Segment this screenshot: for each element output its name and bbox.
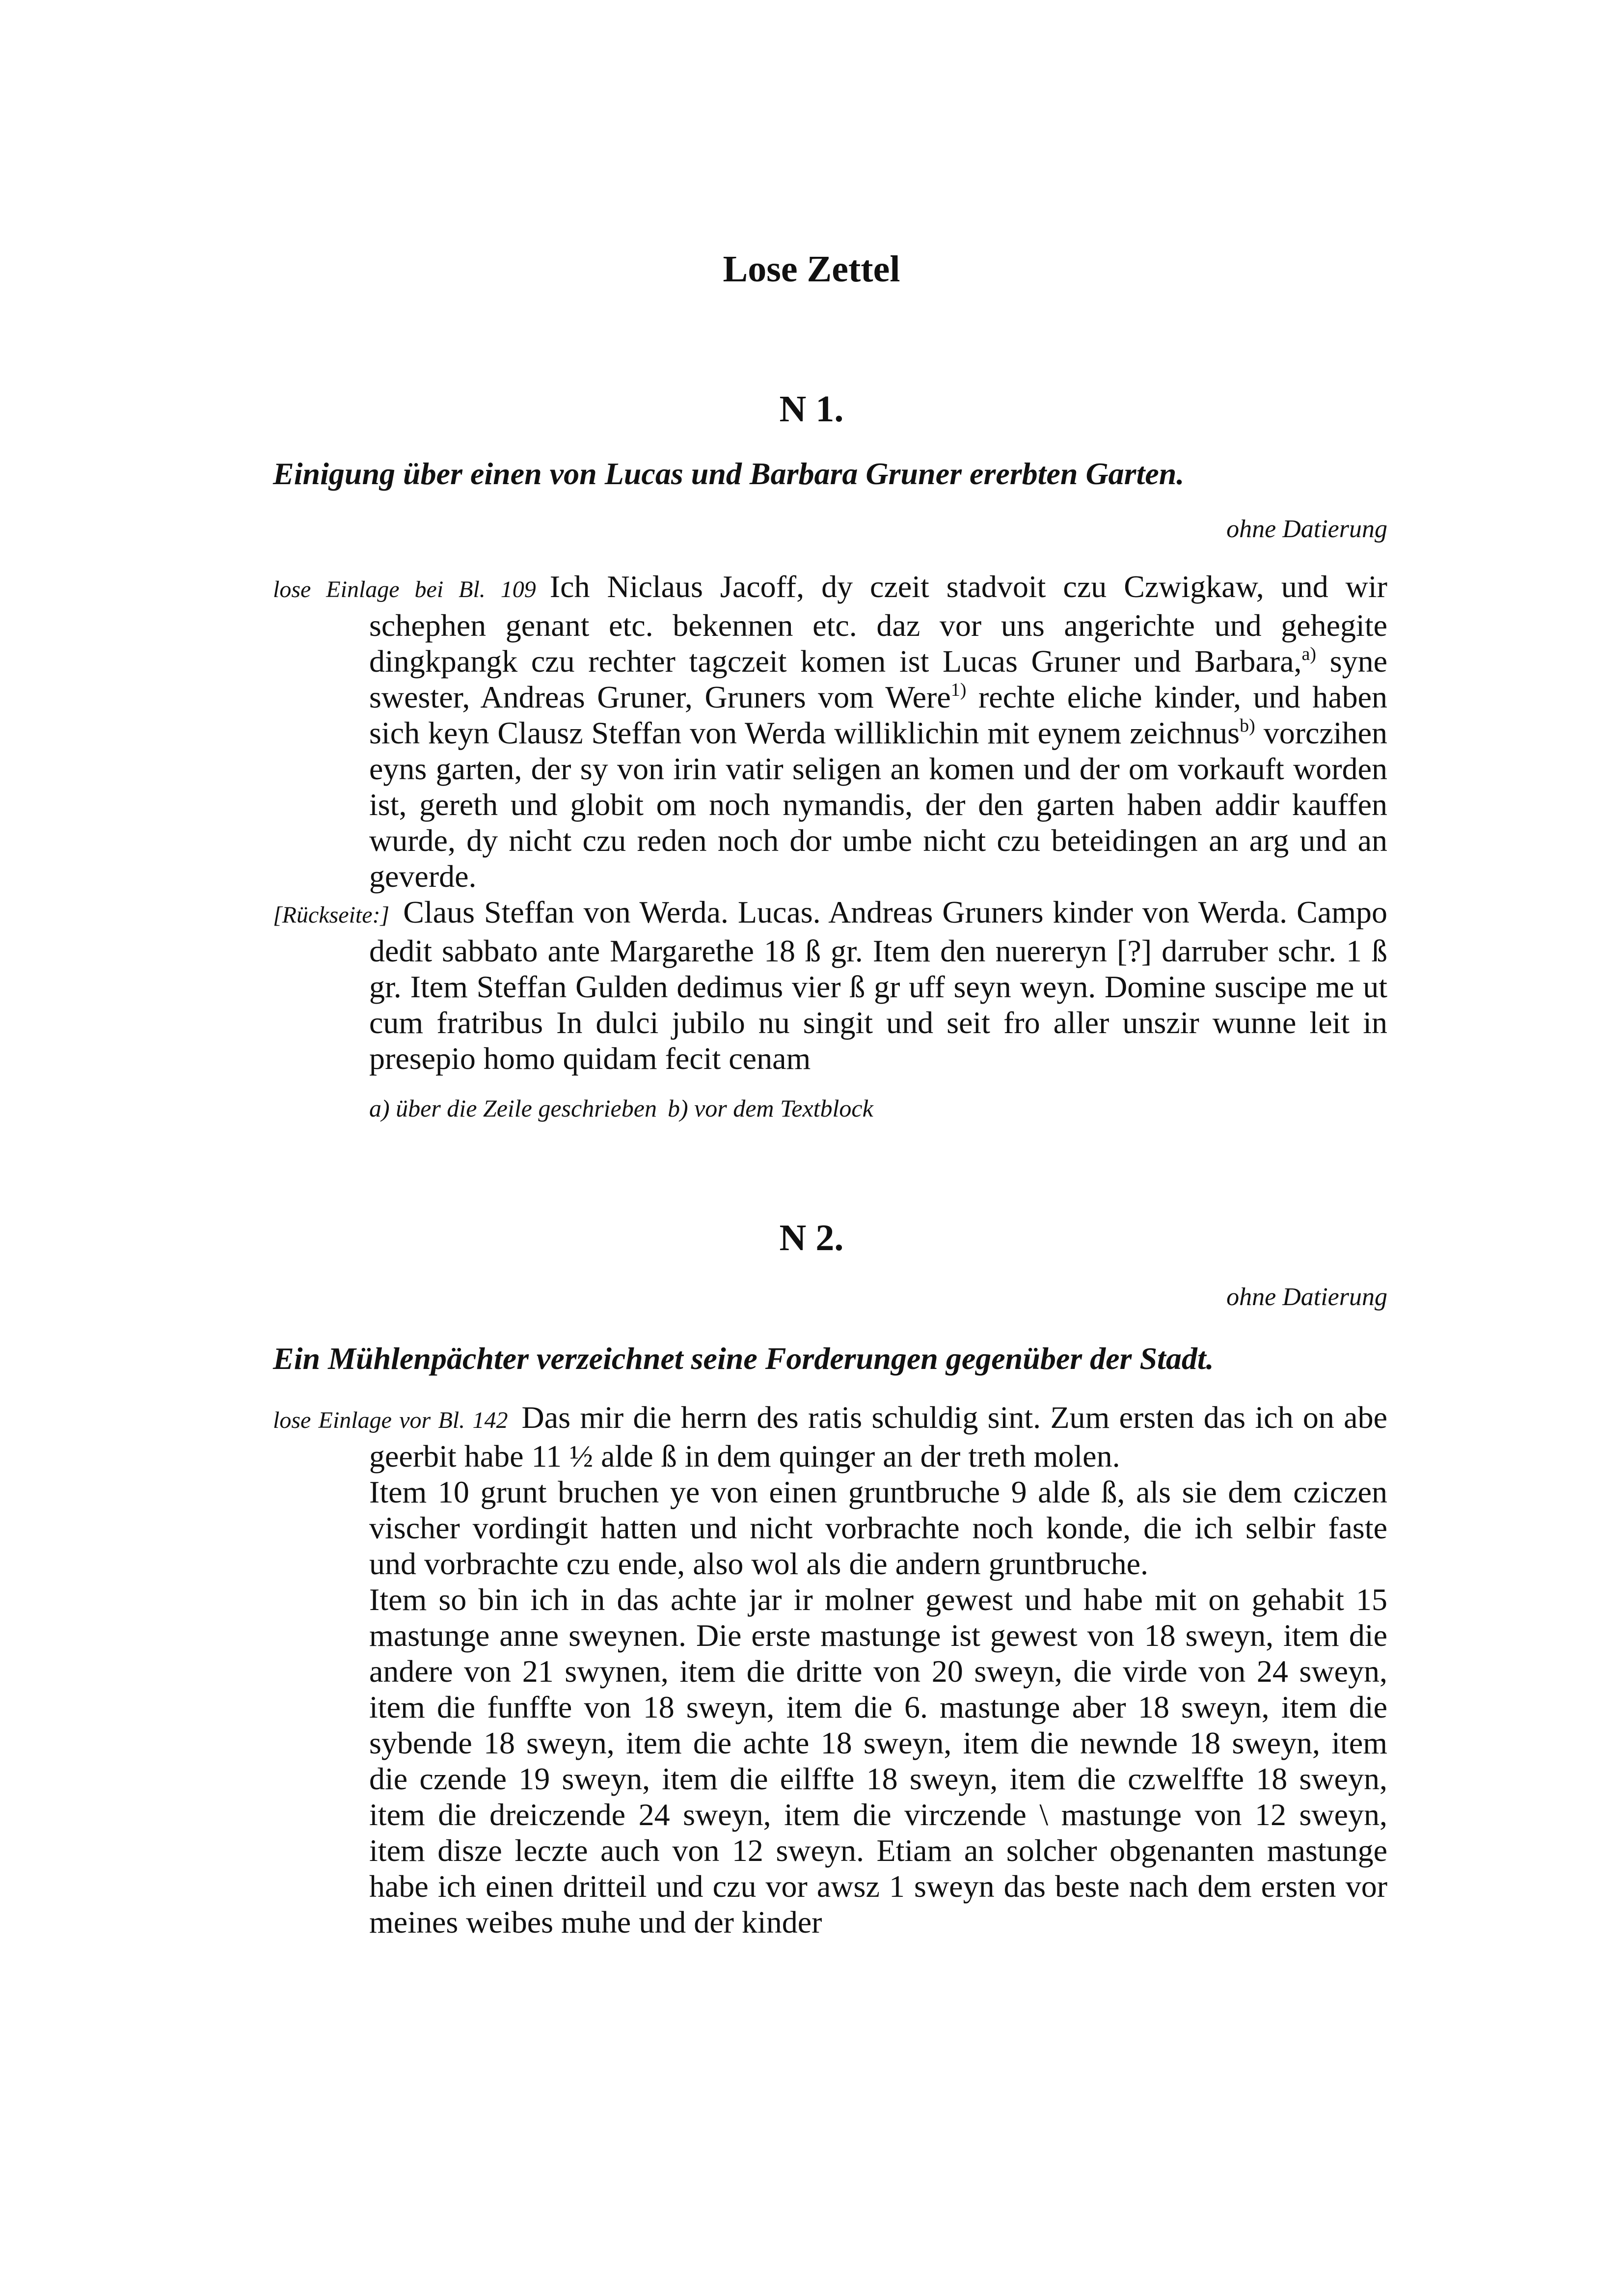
margin-note: lose Einlage bei Bl. 109 [273,576,536,602]
page-title: Lose Zettel [723,248,900,290]
margin-note: lose Einlage vor Bl. 142 [273,1407,508,1433]
footnote-marker: b) [1240,715,1255,736]
text-segment: vorczihen eyns garten, der sy von irin vatir seligen an komen und der om vorkauft worden ist, gereth und globit om noch nymandis, der den garten haben addir kauffen wurde, dy nicht czu reden noch dor umbe nicht czu beteidingen an arg und an geverde. [369,715,1388,894]
text-segment: rechte eliche kinder, und haben sich keyn Clausz Steffan von Werda williklichin mit eynem zeichnus [369,680,1388,750]
document-dating: ohne Datierung [1226,1283,1387,1311]
text-segment: Claus Steffan von Werda. Lucas. Andreas Gruners kinder von Werda. Campo dedit sabbato ante Margarethe 18 ß gr. Item den nuereryn [?] darruber schr. 1 ß gr. Item Steffan Gulden dedimus vier ß gr uff seyn weyn. Domine suscipe me ut cum fratribus In dulci jubilo nu singit und seit fro aller unszir wunne leit in presepio homo quidam fecit cenam [369,895,1387,1076]
document-number: N 2. [779,1217,844,1258]
text-segment: syne swester, Andreas Gruner, Gruners vom Were [369,644,1388,714]
document-summary: Ein Mühlenpächter verzeichnet seine Forderungen gegenüber der Stadt. [273,1341,1214,1376]
text-paragraph [273,1399,1387,1474]
text-paragraph [273,569,1387,894]
apparatus-note: b) vor dem Textblock [667,1094,873,1122]
footnote-marker: 1) [950,680,967,700]
text-paragraph [273,1474,1387,1582]
critical-apparatus [369,1094,873,1122]
document-number: N 1. [779,388,844,430]
document-text [273,569,1387,1076]
document-summary: Einigung über einen von Lucas und Barbara Gruner ererbten Garten. [273,456,1185,491]
text-segment: Item so bin ich in das achte jar ir molner gewest und habe mit on gehabit 15 mastunge anne sweynen. Die erste mastunge ist gewest von 18 sweyn, item die andere von 21 swynen, item die dritte von 20 sweyn, die virde von 24 sweyn, item die funffte von 18 sweyn, item die 6. mastunge aber 18 sweyn, item die sybende 18 sweyn, item die achte 18 sweyn, item die newnde 18 sweyn, item die czende 19 sweyn, item die eilffte 18 sweyn, item die czwelffte 18 sweyn, item die dreiczende 24 sweyn, item die virczende \ mastunge von 12 sweyn, item disze leczte auch von 12 sweyn. Etiam an solcher obgenanten mastunge habe ich einen dritteil und czu vor awsz 1 sweyn das beste nach dem ersten vor meines weibes muhe und der kinder [369,1582,1387,1940]
text-segment: Item 10 grunt bruchen ye von einen gruntbruche 9 alde ß, als sie dem cziczen vischer vordingit hatten und nicht vorbrachte noch konde, die ich selbir faste und vorbrachte czu ende, also wol als die andern gruntbruche. [369,1475,1387,1581]
text-paragraph [273,1582,1387,1940]
text-segment: Das mir die herrn des ratis schuldig sint. Zum ersten das ich on abe geerbit habe 11 ½ alde ß in dem quinger an der treth molen. [369,1400,1387,1474]
text-paragraph [273,894,1387,1076]
text-segment: Ich Niclaus Jacoff, dy czeit stadvoit czu Czwigkaw, und wir schephen genant etc. bekennen etc. daz vor uns angerichte und gehegite dingkpangk czu rechter tagczeit komen ist Lucas Gruner und Barbara, [369,569,1387,679]
document-text [273,1399,1387,1940]
apparatus-note: a) über die Zeile geschrieben [369,1094,657,1122]
document-dating: ohne Datierung [1226,515,1387,543]
footnote-marker: a) [1301,644,1317,664]
margin-note: [Rückseite:] [273,902,390,928]
